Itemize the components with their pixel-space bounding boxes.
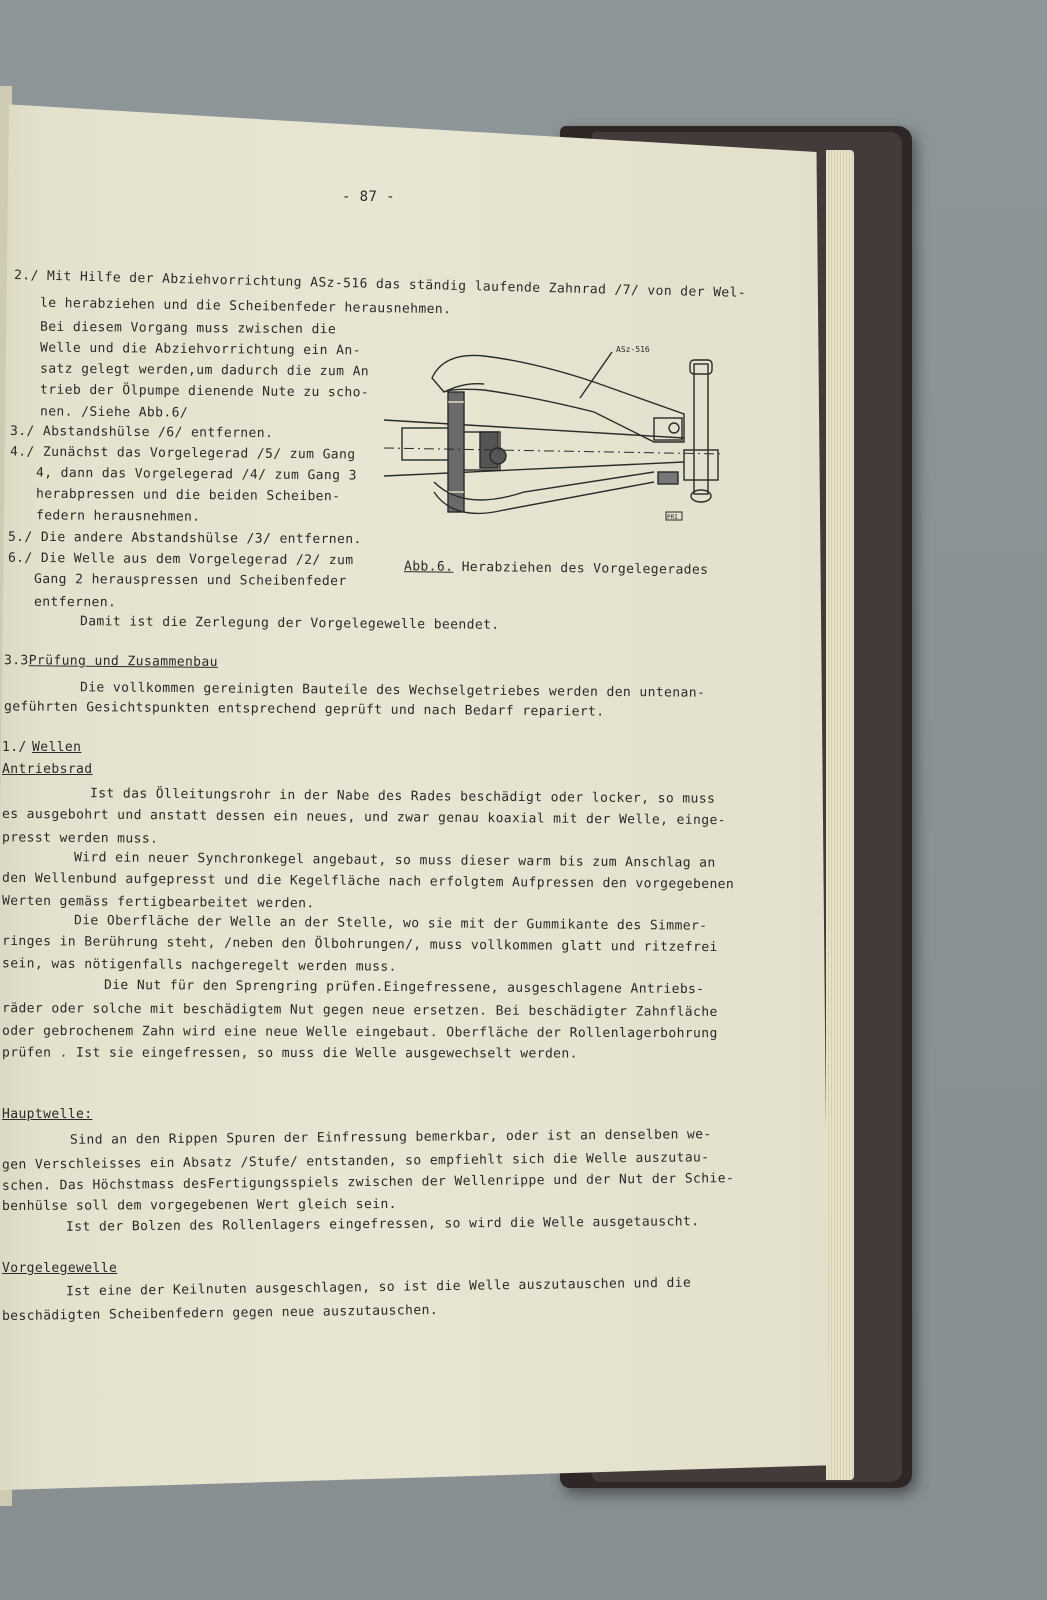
body-line: Ist der Bolzen des Rollenlagers eingefressen, so wird die Welle ausgetauscht. xyxy=(65,1214,700,1235)
body-line: Die vollkommen gereinigten Bauteile des Wechselgetriebes werden den untenan- xyxy=(79,680,706,701)
body-line: Ist eine der Keilnuten ausgeschlagen, so ist die Welle auszutauschen und die xyxy=(65,1275,692,1300)
intro-line: herabpressen und die beiden Scheiben- xyxy=(35,486,341,505)
section-title: Prüfung und Zusammenbau xyxy=(28,653,218,670)
subheading: Wellen xyxy=(32,740,82,755)
figure-caption-prefix: Abb.6. xyxy=(403,559,454,575)
intro-line: satz gelegt werden,um dadurch die zum An xyxy=(39,361,370,380)
intro-line: Bei diesem Vorgang muss zwischen die xyxy=(39,319,337,338)
body-line: prüfen . Ist sie eingefressen, so muss die Welle ausgewechselt werden. xyxy=(1,1045,578,1062)
body-line: geführten Gesichtspunkten entsprechend geprüft und nach Bedarf repariert. xyxy=(3,699,605,720)
figure-caption xyxy=(404,560,709,577)
intro-line: 2./ Mit Hilfe der Abziehvorrichtung ASz-516 das ständig laufende Zahnrad /7/ von der Wel- xyxy=(13,268,747,301)
body-line: benhülse soll dem vorgegebenen Wert gleich sein. xyxy=(1,1196,397,1215)
intro-line: 6./ Die Welle aus dem Vorgelegerad /2/ zum xyxy=(7,550,354,569)
figure-caption-text: Herabziehen des Vorgelegerades xyxy=(453,559,709,578)
body-line: schen. Das Höchstmass desFertigungsspiels zwischen der Wellenrippe und der Nut der Schie- xyxy=(1,1171,735,1194)
subheading: Antriebsrad xyxy=(2,762,93,777)
page-stack-edges xyxy=(826,150,854,1480)
body-line: Die Oberfläche der Welle an der Stelle, wo sie mit der Gummikante des Simmer- xyxy=(73,913,708,934)
body-line: es ausgebohrt und anstatt dessen ein neues, und zwar genau koaxial mit der Welle, einge- xyxy=(1,806,727,829)
body-line: presst werden muss. xyxy=(1,830,159,847)
body-line: ringes in Berührung steht, /neben den Ölbohrungen/, muss vollkommen glatt und ritzefrei xyxy=(1,933,718,956)
intro-line: Welle und die Abziehvorrichtung ein An- xyxy=(39,340,361,359)
section-heading xyxy=(4,654,218,669)
body-line: Die Nut für den Sprengring prüfen.Eingefressene, ausgeschlagene Antriebs- xyxy=(103,977,705,998)
intro-line: federn herausnehmen. xyxy=(35,508,201,525)
subheading: Vorgelegewelle xyxy=(2,1261,118,1276)
section-number: 3.3 xyxy=(3,653,29,669)
page-number: - 87 - xyxy=(342,189,395,205)
subheading: 1./ xyxy=(2,740,27,755)
subheading: Hauptwelle: xyxy=(2,1107,93,1122)
intro-line: nen. /Siehe Abb.6/ xyxy=(39,404,189,421)
body-line: Werten gemäss fertigbearbeitet werden. xyxy=(1,893,315,912)
figure-tag: PRI xyxy=(667,514,678,521)
figure-label: ASz-516 xyxy=(616,345,650,354)
intro-line: 4, dann das Vorgelegerad /4/ zum Gang 3 xyxy=(35,465,357,484)
body-line: Wird ein neuer Synchronkegel angebaut, so muss dieser warm bis zum Anschlag an xyxy=(73,850,716,871)
body-line: Sind an den Rippen Spuren der Einfressung bemerkbar, oder ist an denselben we- xyxy=(69,1127,712,1148)
figure-puller-diagram xyxy=(384,342,734,532)
intro-line: entfernen. xyxy=(33,594,117,611)
intro-line: 5./ Die andere Abstandshülse /3/ entfernen. xyxy=(7,529,362,548)
intro-line: 4./ Zunächst das Vorgelegerad /5/ zum Gang xyxy=(9,444,356,463)
body-line: Ist das Ölleitungsrohr in der Nabe des Rades beschädigt oder locker, so muss xyxy=(89,786,716,807)
body-line: räder oder solche mit beschädigtem Nut gegen neue ersetzen. Bei beschädigter Zahnfläche xyxy=(1,1001,718,1020)
body-line: gen Verschleisses ein Absatz /Stufe/ entstanden, so empfiehlt sich die Welle auszutau- xyxy=(1,1150,710,1173)
body-line: sein, was nötigenfalls nachgeregelt werden muss. xyxy=(1,956,397,975)
body-line: den Wellenbund aufgepresst und die Kegelfläche nach erfolgtem Aufpressen den vorgegebenen xyxy=(1,870,735,893)
intro-line: Gang 2 herauspressen und Scheibenfeder xyxy=(33,571,347,590)
intro-line: trieb der Ölpumpe dienende Nute zu scho- xyxy=(39,382,370,401)
intro-line: Damit ist die Zerlegung der Vorgelegewelle beendet. xyxy=(79,614,500,633)
body-line: beschädigten Scheibenfedern gegen neue auszutauschen. xyxy=(1,1302,439,1325)
intro-line: le herabziehen und die Scheibenfeder herausnehmen. xyxy=(39,295,452,318)
body-line: oder gebrochenem Zahn wird eine neue Welle eingebaut. Oberfläche der Rollenlagerbohrung xyxy=(1,1023,718,1042)
intro-line: 3./ Abstandshülse /6/ entfernen. xyxy=(9,423,274,442)
